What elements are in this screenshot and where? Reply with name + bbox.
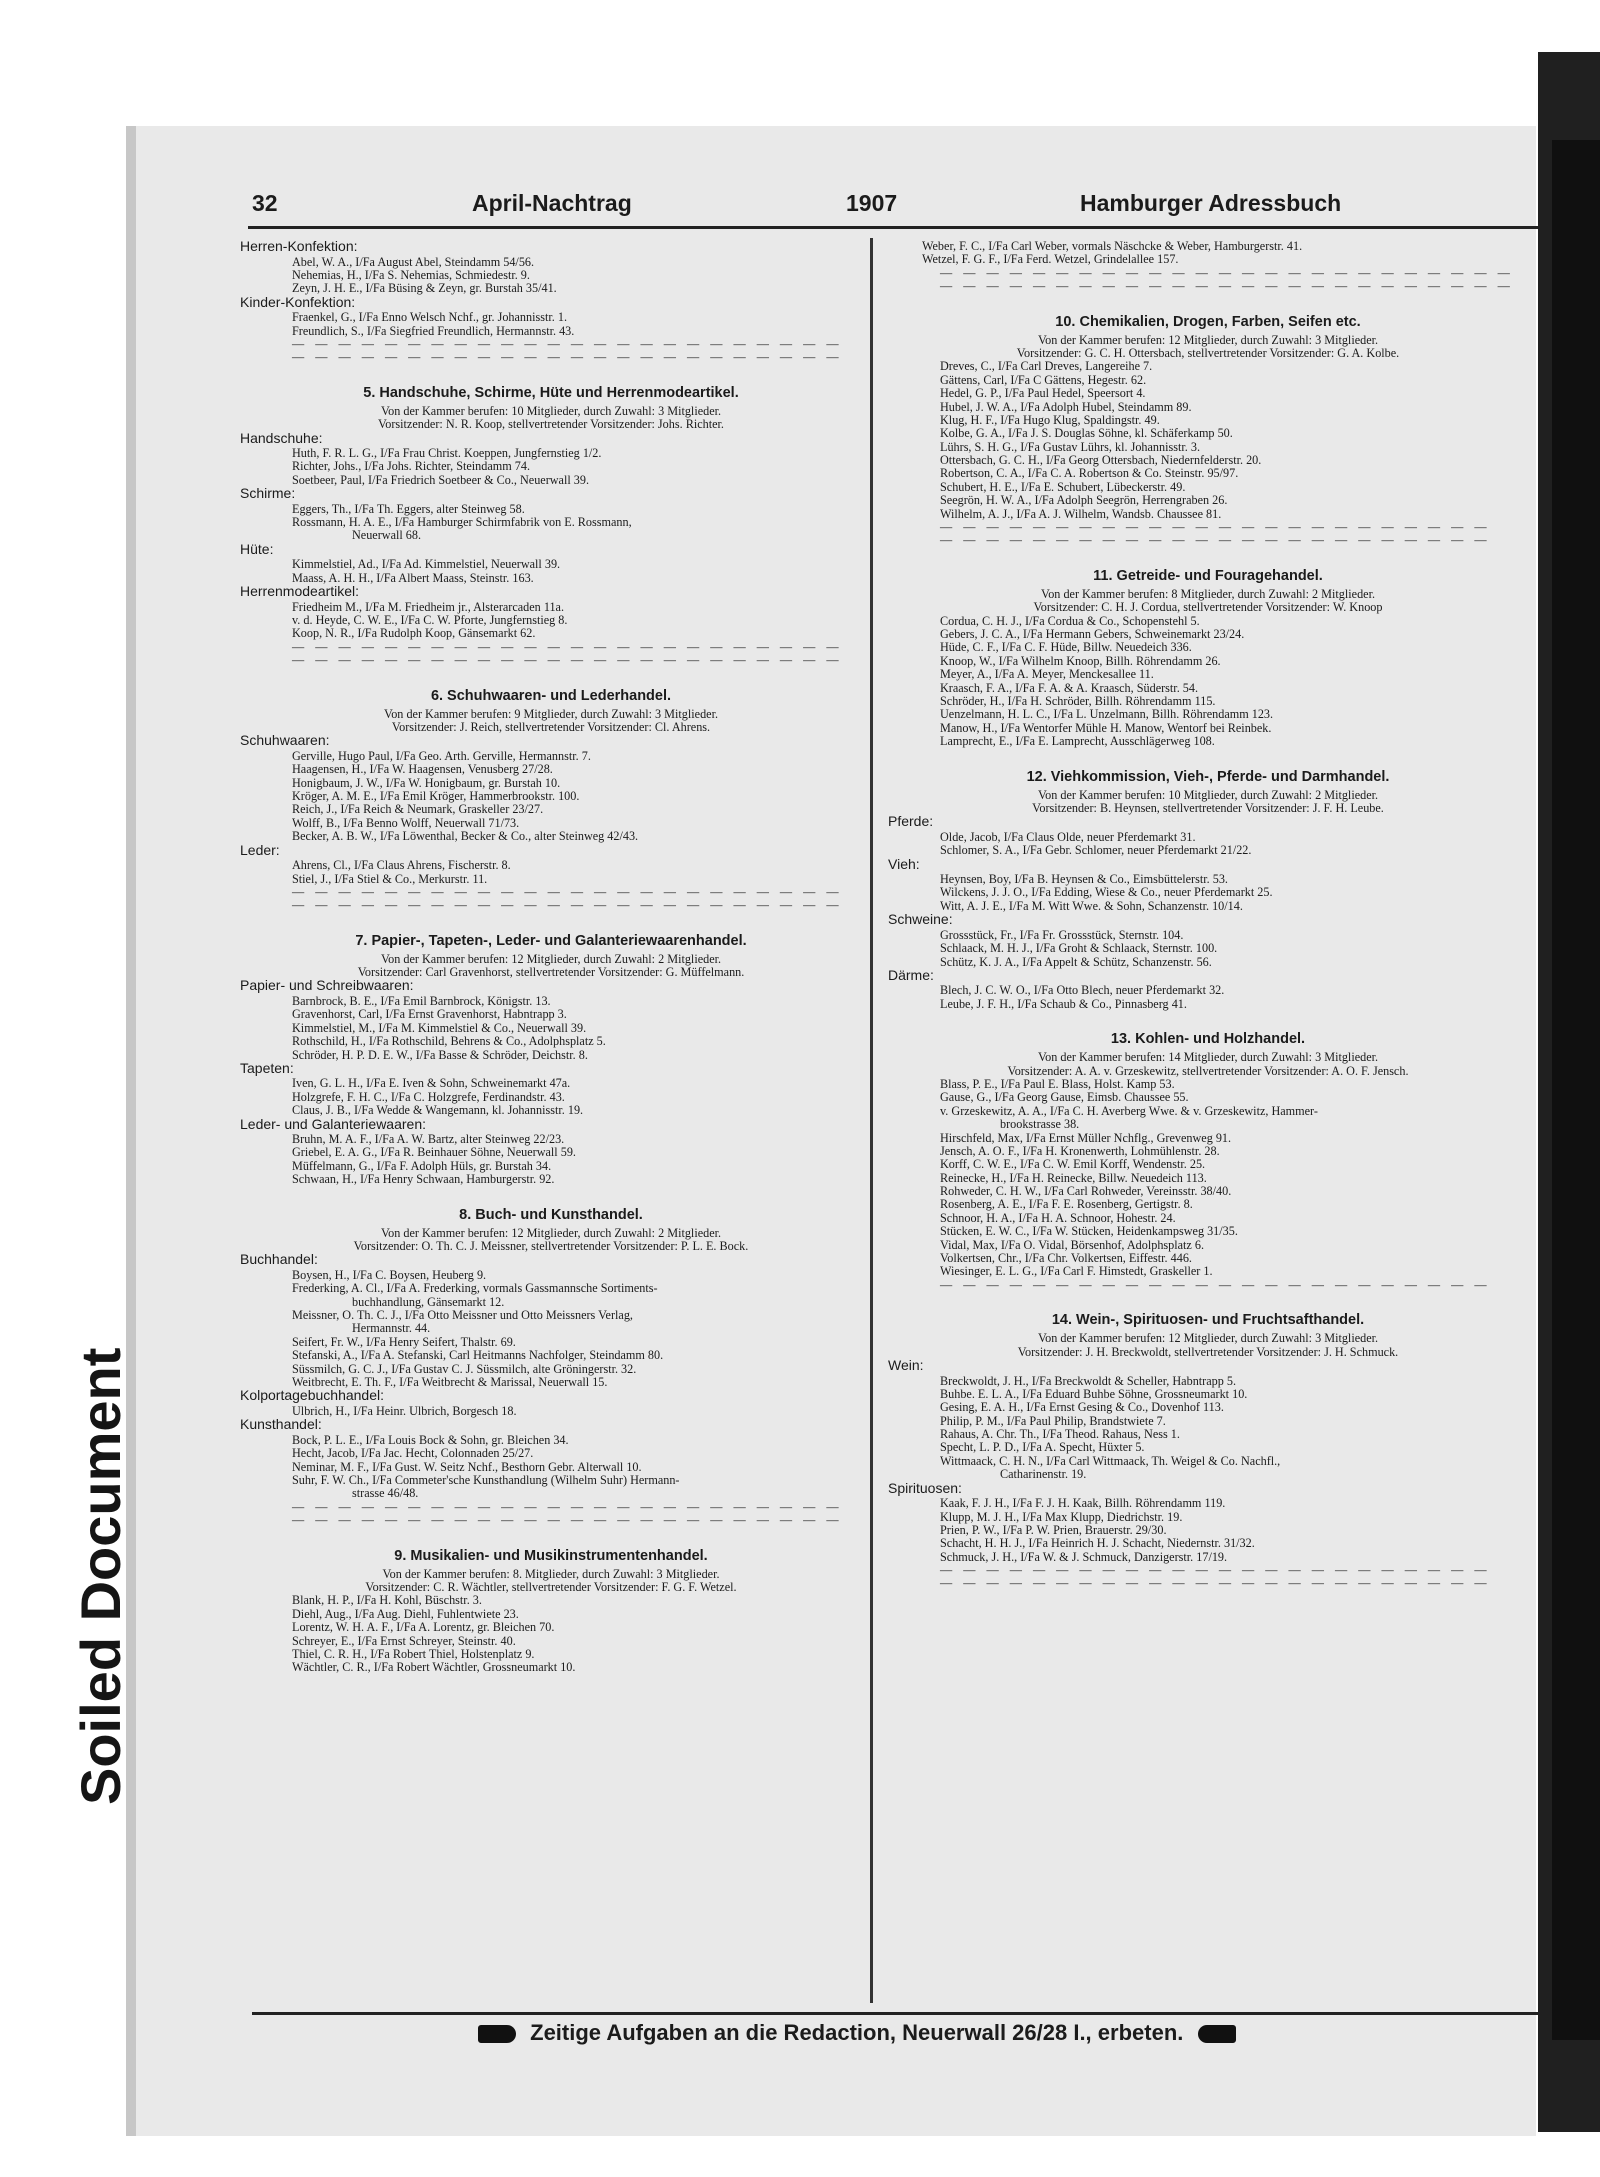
directory-entry: Blank, H. P., I/Fa H. Kohl, Büschstr. 3. (292, 1594, 482, 1608)
directory-entry: Witt, A. J. E., I/Fa M. Witt Wwe. & Sohn, Schanzenstr. 10/14. (940, 899, 1243, 913)
directory-entry: Hüde, C. F., I/Fa C. F. Hüde, Billw. Neuedeich 336. (940, 641, 1192, 655)
directory-entry: Specht, L. P. D., I/Fa A. Specht, Hüxter 5. (940, 1441, 1145, 1455)
dash-separator: — — — — — — — — — — — — — — — — — — — — — — — — (940, 1577, 1491, 1591)
directory-entry: Olde, Jacob, I/Fa Claus Olde, neuer Pferdemarkt 31. (940, 830, 1196, 844)
directory-entry: Iven, G. L. H., I/Fa E. Iven & Sohn, Schweinemarkt 47a. (292, 1077, 571, 1091)
entry-continuation: Hermannstr. 44. (352, 1322, 431, 1336)
dash-separator: — — — — — — — — — — — — — — — — — — — — — — — — (292, 640, 843, 654)
section-committee-info: Von der Kammer berufen: 9 Mitglieder, durch Zuwahl: 3 Mitglieder. (383, 706, 719, 721)
directory-entry: Freundlich, S., I/Fa Siegfried Freundlich, Hermannstr. 43. (292, 324, 575, 338)
directory-entry: Knoop, W., I/Fa Wilhelm Knoop, Billh. Röhrendamm 26. (940, 654, 1221, 668)
directory-entry: Korff, C. W. E., I/Fa C. W. Emil Korff, Wendenstr. 25. (940, 1158, 1206, 1172)
dash-separator: — — — — — — — — — — — — — — — — — — — — — — — — (292, 654, 843, 668)
category-heading: Handschuhe: (240, 429, 323, 446)
directory-entry: Meyer, A., I/Fa A. Meyer, Menckesallee 11. (940, 668, 1154, 682)
pointing-hand-icon (478, 2025, 516, 2043)
section-committee-info: Von der Kammer berufen: 10 Mitglieder, durch Zuwahl: 3 Mitglieder. (380, 403, 722, 418)
directory-entry: Cordua, C. H. J., I/Fa Cordua & Co., Schopenstehl 5. (940, 614, 1200, 628)
header-rule (248, 226, 1538, 229)
directory-entry: Kraasch, F. A., I/Fa F. A. & A. Kraasch, Süderstr. 54. (940, 681, 1199, 695)
directory-entry: Kimmelstiel, M., I/Fa M. Kimmelstiel & Co., Neuerwall 39. (292, 1021, 587, 1035)
directory-entry: Reinecke, H., I/Fa H. Reinecke, Billw. Neuedeich 113. (940, 1171, 1207, 1185)
category-heading: Papier- und Schreibwaaren: (240, 977, 414, 994)
directory-entry: Hubel, J. W. A., I/Fa Adolph Hubel, Steindamm 89. (940, 400, 1192, 414)
directory-entry: Gause, G., I/Fa Georg Gause, Eimsb. Chaussee 55. (940, 1091, 1189, 1105)
section-committee-info: Vorsitzender: J. Reich, stellvertretender Vorsitzender: Cl. Ahrens. (391, 719, 711, 734)
dash-separator: — — — — — — — — — — — — — — — — — — — — — — — — (292, 1514, 843, 1528)
dash-separator: — — — — — — — — — — — — — — — — — — — — — — — — (292, 1500, 843, 1514)
directory-entry: Schwaan, H., I/Fa Henry Schwaan, Hamburgerstr. 92. (292, 1173, 555, 1187)
directory-entry: Kimmelstiel, Ad., I/Fa Ad. Kimmelstiel, Neuerwall 39. (292, 558, 561, 572)
directory-entry: Kolbe, G. A., I/Fa J. S. Douglas Söhne, kl. Schäferkamp 50. (940, 427, 1233, 441)
directory-entry: Gebers, J. C. A., I/Fa Hermann Gebers, Schweinemarkt 23/24. (940, 627, 1245, 641)
directory-entry: v. d. Heyde, C. W. E., I/Fa C. W. Pforte, Jungfernstieg 8. (292, 614, 568, 628)
directory-entry: Lorentz, W. H. A. F., I/Fa A. Lorentz, gr. Bleichen 70. (292, 1621, 555, 1635)
directory-entry: Lührs, S. H. G., I/Fa Gustav Lührs, kl. Johannisstr. 3. (940, 440, 1200, 454)
directory-entry: Seegrön, H. W. A., I/Fa Adolph Seegrön, Herrengraben 26. (940, 494, 1228, 508)
directory-entry: Buhbe. E. L. A., I/Fa Eduard Buhbe Söhne, Grossneumarkt 10. (940, 1387, 1248, 1401)
section-committee-info: Vorsitzender: A. A. v. Grzeskewitz, stellvertretender Vorsitzender: A. O. F. Jensch. (1007, 1063, 1409, 1078)
page-number: 32 (252, 190, 278, 216)
directory-entry: Griebel, E. A. G., I/Fa R. Beinhauer Söhne, Neuerwall 59. (292, 1146, 576, 1160)
directory-entry: Schubert, H. E., I/Fa E. Schubert, Lübeckerstr. 49. (940, 480, 1186, 494)
directory-entry: Reich, J., I/Fa Reich & Neumark, Graskeller 23/27. (292, 803, 544, 817)
left-column (240, 240, 862, 1675)
category-heading: Herren-Konfektion: (240, 238, 358, 254)
dash-separator: — — — — — — — — — — — — — — — — — — — — — — — — (292, 351, 843, 365)
section-committee-info: Von der Kammer berufen: 8. Mitglieder, durch Zuwahl: 3 Mitglieder. (382, 1566, 720, 1581)
dash-separator: — — — — — — — — — — — — — — — — — — — — — — — — (940, 521, 1491, 535)
section-committee-info: Vorsitzender: O. Th. C. J. Meissner, stellvertretender Vorsitzender: P. L. E. Bock. (353, 1239, 749, 1254)
section-title: April-Nachtrag (472, 190, 632, 216)
section-heading: 5. Handschuhe, Schirme, Hüte und Herrenmodeartikel. (363, 384, 739, 401)
directory-entry: Robertson, C. A., I/Fa C. A. Robertson & Co. Steinstr. 95/97. (940, 467, 1239, 481)
directory-entry: Suhr, F. W. Ch., I/Fa Commeter'sche Kunsthandlung (Wilhelm Suhr) Hermann- (292, 1474, 680, 1487)
directory-entry: Gesing, E. A. H., I/Fa Ernst Gesing & Co., Dovenhof 113. (940, 1401, 1224, 1415)
directory-entry: Schreyer, E., I/Fa Ernst Schreyer, Steinstr. 40. (292, 1634, 516, 1648)
directory-entry: Weber, F. C., I/Fa Carl Weber, vormals Näschcke & Weber, Hamburgerstr. 41. (922, 240, 1303, 253)
section-heading: 11. Getreide- und Fouragehandel. (1093, 567, 1323, 584)
directory-entry: Jensch, A. O. F., I/Fa H. Kronenwerth, Lohmühlenstr. 28. (940, 1144, 1220, 1158)
directory-entry: Maass, A. H. H., I/Fa Albert Maass, Steinstr. 163. (292, 571, 534, 585)
directory-entry: Uenzelmann, H. L. C., I/Fa L. Unzelmann, Billh. Röhrendamm 123. (940, 708, 1274, 722)
directory-entry: Zeyn, J. H. E., I/Fa Büsing & Zeyn, gr. Burstah 35/41. (292, 282, 557, 296)
entry-continuation: Neuerwall 68. (352, 529, 422, 543)
directory-entry: Honigbaum, J. W., I/Fa W. Honigbaum, gr. Burstah 10. (292, 776, 561, 790)
dash-separator: — — — — — — — — — — — — — — — — — — — — — — — — (940, 1564, 1491, 1578)
category-heading: Spirituosen: (888, 1479, 962, 1496)
category-heading: Kinder-Konfektion: (240, 293, 356, 310)
directory-entry: Wolff, B., I/Fa Benno Wolff, Neuerwall 71/73. (292, 816, 520, 830)
directory-entry: Wittmaack, C. H. N., I/Fa Carl Wittmaack, Th. Weigel & Co. Nachfl., (940, 1454, 1281, 1468)
directory-entry: Barnbrock, B. E., I/Fa Emil Barnbrock, Königstr. 13. (292, 994, 551, 1008)
directory-entry: Schlomer, S. A., I/Fa Gebr. Schlomer, neuer Pferdemarkt 21/22. (940, 844, 1252, 858)
directory-entry: Gerville, Hugo Paul, I/Fa Geo. Arth. Gerville, Hermannstr. 7. (292, 749, 591, 763)
section-committee-info: Vorsitzender: Carl Gravenhorst, stellvertretender Vorsitzender: G. Müffelmann. (357, 965, 745, 980)
entry-continuation: strasse 46/48. (352, 1487, 419, 1501)
category-heading: Kunsthandel: (240, 1416, 322, 1433)
directory-entry: Frederking, A. Cl., I/Fa A. Frederking, vormals Gassmannsche Sortiments- (292, 1282, 658, 1296)
category-heading: Schweine: (888, 911, 953, 928)
dash-separator: — — — — — — — — — — — — — — — — — — — — — — — — (292, 885, 843, 899)
directory-entry: Eggers, Th., I/Fa Th. Eggers, alter Steinweg 58. (292, 502, 525, 516)
directory-entry: Heynsen, Boy, I/Fa B. Heynsen & Co., Eimsbüttelerstr. 53. (940, 873, 1228, 887)
directory-entry: Rosenberg, A. E., I/Fa F. E. Rosenberg, Gertigstr. 8. (940, 1198, 1193, 1212)
directory-entry: v. Grzeskewitz, A. A., I/Fa C. H. Averberg Wwe. & v. Grzeskewitz, Hammer- (940, 1104, 1318, 1118)
section-committee-info: Von der Kammer berufen: 10 Mitglieder, durch Zuwahl: 2 Mitglieder. (1037, 787, 1379, 802)
directory-entry: Lamprecht, E., I/Fa E. Lamprecht, Ausschlägerweg 108. (940, 735, 1215, 749)
directory-entry: Meissner, O. Th. C. J., I/Fa Otto Meissner und Otto Meissners Verlag, (292, 1309, 633, 1323)
section-heading: 13. Kohlen- und Holzhandel. (1110, 1031, 1306, 1048)
scan-edge-shadow (1552, 140, 1600, 2040)
directory-entry: Volkertsen, Chr., I/Fa Chr. Volkertsen, Eiffestr. 446. (940, 1252, 1192, 1266)
directory-entry: Soetbeer, Paul, I/Fa Friedrich Soetbeer & Co., Neuerwall 39. (292, 473, 590, 487)
directory-entry: Blech, J. C. W. O., I/Fa Otto Blech, neuer Pferdemarkt 32. (940, 984, 1225, 998)
section-committee-info: Vorsitzender: C. H. J. Cordua, stellvertretender Vorsitzender: W. Knoop (1033, 600, 1383, 615)
directory-entry: Ulbrich, H., I/Fa Heinr. Ulbrich, Borgesch 18. (292, 1404, 517, 1418)
directory-entry: Dreves, C., I/Fa Carl Dreves, Langereihe 7. (940, 360, 1153, 374)
page-binding-edge (126, 126, 136, 2136)
directory-entry: Seifert, Fr. W., I/Fa Henry Seifert, Thalstr. 69. (292, 1335, 516, 1349)
section-committee-info: Von der Kammer berufen: 12 Mitglieder, durch Zuwahl: 3 Mitglieder. (1037, 1331, 1379, 1346)
dash-separator: — — — — — — — — — — — — — — — — — — — — — — — — — (940, 280, 1514, 294)
directory-entry: Huth, F. R. L. G., I/Fa Frau Christ. Koeppen, Jungfernstieg 1/2. (292, 447, 602, 461)
directory-entry: Thiel, C. R. H., I/Fa Robert Thiel, Holstenplatz 9. (292, 1647, 535, 1661)
directory-entry: Hecht, Jacob, I/Fa Jac. Hecht, Colonnaden 25/27. (292, 1447, 534, 1461)
right-column (888, 240, 1528, 1591)
year: 1907 (846, 190, 898, 216)
directory-entry: Ottersbach, G. C. H., I/Fa Georg Ottersbach, Niedernfelderstr. 20. (940, 454, 1262, 468)
directory-entry: Weitbrecht, E. Th. F., I/Fa Weitbrecht & Marissal, Neuerwall 15. (292, 1376, 608, 1390)
directory-entry: Prien, P. W., I/Fa P. W. Prien, Brauerstr. 29/30. (940, 1523, 1167, 1537)
directory-entry: Wilckens, J. J. O., I/Fa Edding, Wiese & Co., neuer Pferdemarkt 25. (940, 886, 1273, 900)
directory-entry: Schnoor, H. A., I/Fa H. A. Schnoor, Hohestr. 24. (940, 1211, 1176, 1225)
directory-entry: Stiel, J., I/Fa Stiel & Co., Merkurstr. 11. (292, 872, 488, 886)
section-committee-info: Von der Kammer berufen: 12 Mitglieder, durch Zuwahl: 2 Mitglieder. (380, 1225, 722, 1240)
section-committee-info: Vorsitzender: J. H. Breckwoldt, stellvertretender Vorsitzender: J. H. Schmuck. (1017, 1344, 1399, 1359)
directory-entry: Bruhn, M. A. F., I/Fa A. W. Bartz, alter Steinweg 22/23. (292, 1133, 565, 1147)
directory-entry: Schütz, K. J. A., I/Fa Appelt & Schütz, Schanzenstr. 56. (940, 955, 1212, 969)
directory-entry: Gravenhorst, Carl, I/Fa Ernst Gravenhorst, Habntrapp 3. (292, 1008, 567, 1022)
category-heading: Tapeten: (240, 1059, 294, 1076)
section-committee-info: Von der Kammer berufen: 12 Mitglieder, durch Zuwahl: 2 Mitglieder. (380, 951, 722, 966)
directory-entry: Becker, A. B. W., I/Fa Löwenthal, Becker & Co., alter Steinweg 42/43. (292, 830, 639, 844)
directory-entry: Ahrens, Cl., I/Fa Claus Ahrens, Fischerstr. 8. (292, 859, 511, 873)
section-committee-info: Vorsitzender: C. R. Wächtler, stellvertretender Vorsitzender: F. G. F. Wetzel. (365, 1579, 737, 1594)
directory-entry: Diehl, Aug., I/Fa Aug. Diehl, Fuhlentwiete 23. (292, 1607, 519, 1621)
directory-entry: Hedel, G. P., I/Fa Paul Hedel, Speersort 4. (940, 387, 1146, 401)
dash-separator: — — — — — — — — — — — — — — — — — — — — — — — — (940, 1278, 1491, 1292)
directory-entry: Manow, H., I/Fa Wentorfer Mühle H. Manow, Wentorf bei Reinbek. (940, 721, 1272, 735)
section-committee-info: Von der Kammer berufen: 8 Mitglieder, durch Zuwahl: 2 Mitglieder. (1040, 586, 1376, 601)
category-heading: Därme: (888, 966, 934, 983)
directory-entry: Richter, Johs., I/Fa Johs. Richter, Steindamm 74. (292, 460, 531, 474)
directory-entry: Holzgrefe, F. H. C., I/Fa C. Holzgrefe, Ferdinandstr. 43. (292, 1090, 565, 1104)
directory-entry: Wiesinger, E. L. G., I/Fa Carl F. Himstedt, Graskeller 1. (940, 1265, 1213, 1279)
section-committee-info: Vorsitzender: G. C. H. Ottersbach, stellvertretender Vorsitzender: G. A. Kolbe. (1016, 345, 1400, 360)
dash-separator: — — — — — — — — — — — — — — — — — — — — — — — — (292, 899, 843, 913)
category-heading: Hüte: (240, 540, 274, 557)
directory-entry: Boysen, H., I/Fa C. Boysen, Heuberg 9. (292, 1268, 487, 1282)
category-heading: Herrenmodeartikel: (240, 583, 360, 600)
publication-title: Hamburger Adressbuch (1080, 190, 1342, 216)
directory-entry: Fraenkel, G., I/Fa Enno Welsch Nchf., gr. Johannisstr. 1. (292, 311, 568, 325)
directory-entry: Rossmann, H. A. E., I/Fa Hamburger Schirmfabrik von E. Rossmann, (292, 516, 632, 530)
section-heading: 14. Wein-, Spirituosen- und Fruchtsafthandel. (1051, 1312, 1365, 1329)
directory-entry: Wetzel, F. G. F., I/Fa Ferd. Wetzel, Grindelallee 157. (922, 253, 1179, 267)
directory-entry: Schröder, H., I/Fa H. Schröder, Billh. Röhrendamm 115. (940, 694, 1216, 708)
section-committee-info: Von der Kammer berufen: 14 Mitglieder, durch Zuwahl: 3 Mitglieder. (1037, 1050, 1379, 1065)
directory-entry: Nehemias, H., I/Fa S. Nehemias, Schmiedestr. 9. (292, 268, 530, 282)
directory-entry: Philip, P. M., I/Fa Paul Philip, Brandstwiete 7. (940, 1414, 1166, 1428)
directory-entry: Kröger, A. M. E., I/Fa Emil Kröger, Hammerbrookstr. 100. (292, 790, 580, 804)
footer (470, 2020, 1470, 2046)
pointing-hand-icon (1198, 2025, 1236, 2043)
entry-continuation: Catharinenstr. 19. (1000, 1468, 1087, 1482)
dash-separator: — — — — — — — — — — — — — — — — — — — — — — — — (292, 337, 843, 351)
directory-entry: Schlaack, M. H. J., I/Fa Groht & Schlaack, Sternstr. 100. (940, 942, 1218, 956)
directory-entry: Rahaus, A. Chr. Th., I/Fa Theod. Rahaus, Ness 1. (940, 1428, 1180, 1442)
section-heading: 10. Chemikalien, Drogen, Farben, Seifen etc. (1055, 313, 1361, 330)
directory-entry: Haagensen, H., I/Fa W. Haagensen, Venusberg 27/28. (292, 763, 553, 777)
section-heading: 7. Papier-, Tapeten-, Leder- und Galanteriewaarenhandel. (355, 932, 747, 949)
directory-entry: Gättens, Carl, I/Fa C Gättens, Hegestr. 62. (940, 373, 1147, 387)
category-heading: Leder- und Galanteriewaaren: (240, 1115, 427, 1132)
soiled-document-stamp: Soiled Document (69, 1347, 132, 1805)
category-heading: Wein: (888, 1357, 924, 1373)
directory-entry: Claus, J. B., I/Fa Wedde & Wangemann, kl. Johannisstr. 19. (292, 1104, 584, 1118)
category-heading: Vieh: (888, 855, 920, 872)
page-header (250, 190, 1530, 230)
section-heading: 8. Buch- und Kunsthandel. (459, 1206, 643, 1223)
directory-entry: Schmuck, J. H., I/Fa W. & J. Schmuck, Danzigerstr. 17/19. (940, 1550, 1228, 1564)
directory-entry: Grossstück, Fr., I/Fa Fr. Grossstück, Sternstr. 104. (940, 928, 1184, 942)
entry-continuation: brookstrasse 38. (1000, 1118, 1080, 1132)
directory-entry: Blass, P. E., I/Fa Paul E. Blass, Holst. Kamp 53. (940, 1077, 1175, 1091)
directory-entry: Leube, J. F. H., I/Fa Schaub & Co., Pinnasberg 41. (940, 997, 1187, 1011)
directory-entry: Schacht, H. H. J., I/Fa Heinrich H. J. Schacht, Niedernstr. 31/32. (940, 1537, 1255, 1551)
category-heading: Schirme: (240, 485, 296, 502)
section-heading: 12. Viehkommission, Vieh-, Pferde- und Darmhandel. (1026, 768, 1390, 785)
directory-entry: Rothschild, H., I/Fa Rothschild, Behrens & Co., Adolphsplatz 5. (292, 1035, 606, 1049)
entry-continuation: buchhandlung, Gänsemarkt 12. (352, 1295, 505, 1309)
category-heading: Pferde: (888, 813, 934, 830)
footer-text: Zeitige Aufgaben an die Redaction, Neuerwall 26/28 I., erbeten. (530, 2020, 1184, 2045)
section-committee-info: Von der Kammer berufen: 12 Mitglieder, durch Zuwahl: 3 Mitglieder. (1037, 332, 1379, 347)
directory-entry: Rohweder, C. H. W., I/Fa Carl Rohweder, Vereinsstr. 38/40. (940, 1185, 1232, 1199)
directory-entry: Klug, H. F., I/Fa Hugo Klug, Spaldingstr. 49. (940, 413, 1160, 427)
category-heading: Leder: (240, 841, 280, 858)
directory-entry: Neminar, M. F., I/Fa Gust. W. Seitz Nchf., Besthorn Gebr. Alterwall 10. (292, 1460, 642, 1474)
section-heading: 9. Musikalien- und Musikinstrumentenhandel. (394, 1547, 708, 1564)
directory-entry: Kaak, F. J. H., I/Fa F. J. H. Kaak, Billh. Röhrendamm 119. (940, 1497, 1226, 1511)
directory-entry: Abel, W. A., I/Fa August Abel, Steindamm 54/56. (292, 255, 535, 269)
dash-separator: — — — — — — — — — — — — — — — — — — — — — — — — — (940, 266, 1514, 280)
directory-entry: Schröder, H. P. D. E. W., I/Fa Basse & Schröder, Deichstr. 8. (292, 1048, 588, 1062)
category-heading: Schuhwaaren: (240, 732, 330, 749)
directory-entry: Wächtler, C. R., I/Fa Robert Wächtler, Grossneumarkt 10. (292, 1661, 576, 1675)
directory-entry: Stefanski, A., I/Fa A. Stefanski, Carl Heitmanns Nachfolger, Steindamm 80. (292, 1349, 664, 1363)
category-heading: Kolportagebuchhandel: (240, 1387, 385, 1404)
directory-entry: Breckwoldt, J. H., I/Fa Breckwoldt & Scheller, Habntrapp 5. (940, 1374, 1237, 1388)
directory-entry: Süssmilch, G. C. J., I/Fa Gustav C. J. Süssmilch, alte Gröningerstr. 32. (292, 1362, 637, 1376)
column-divider (870, 238, 873, 2003)
directory-entry: Koop, N. R., I/Fa Rudolph Koop, Gänsemarkt 62. (292, 627, 536, 641)
section-committee-info: Vorsitzender: B. Heynsen, stellvertretender Vorsitzender: J. F. H. Leube. (1032, 800, 1384, 815)
directory-entry: Hirschfeld, Max, I/Fa Ernst Müller Nchflg., Grevenweg 91. (940, 1131, 1232, 1145)
category-heading: Buchhandel: (240, 1251, 318, 1268)
directory-entry: Stücken, E. W. C., I/Fa W. Stücken, Heidenkampsweg 31/35. (940, 1225, 1238, 1239)
dash-separator: — — — — — — — — — — — — — — — — — — — — — — — — (940, 534, 1491, 548)
directory-entry: Müffelmann, G., I/Fa F. Adolph Hüls, gr. Burstah 34. (292, 1159, 552, 1173)
directory-entry: Friedheim M., I/Fa M. Friedheim jr., Alsterarcaden 11a. (292, 600, 565, 614)
section-heading: 6. Schuhwaaren- und Lederhandel. (430, 687, 672, 704)
directory-entry: Klupp, M. J. H., I/Fa Max Klupp, Diedrichstr. 19. (940, 1510, 1183, 1524)
directory-entry: Vidal, Max, I/Fa O. Vidal, Börsenhof, Adolphsplatz 6. (940, 1238, 1205, 1252)
directory-entry: Bock, P. L. E., I/Fa Louis Bock & Sohn, gr. Bleichen 34. (292, 1433, 569, 1447)
footer-rule (252, 2012, 1538, 2015)
section-committee-info: Vorsitzender: N. R. Koop, stellvertretender Vorsitzender: Johs. Richter. (378, 417, 724, 432)
directory-entry: Wilhelm, A. J., I/Fa A. J. Wilhelm, Wandsb. Chaussee 81. (940, 507, 1222, 521)
